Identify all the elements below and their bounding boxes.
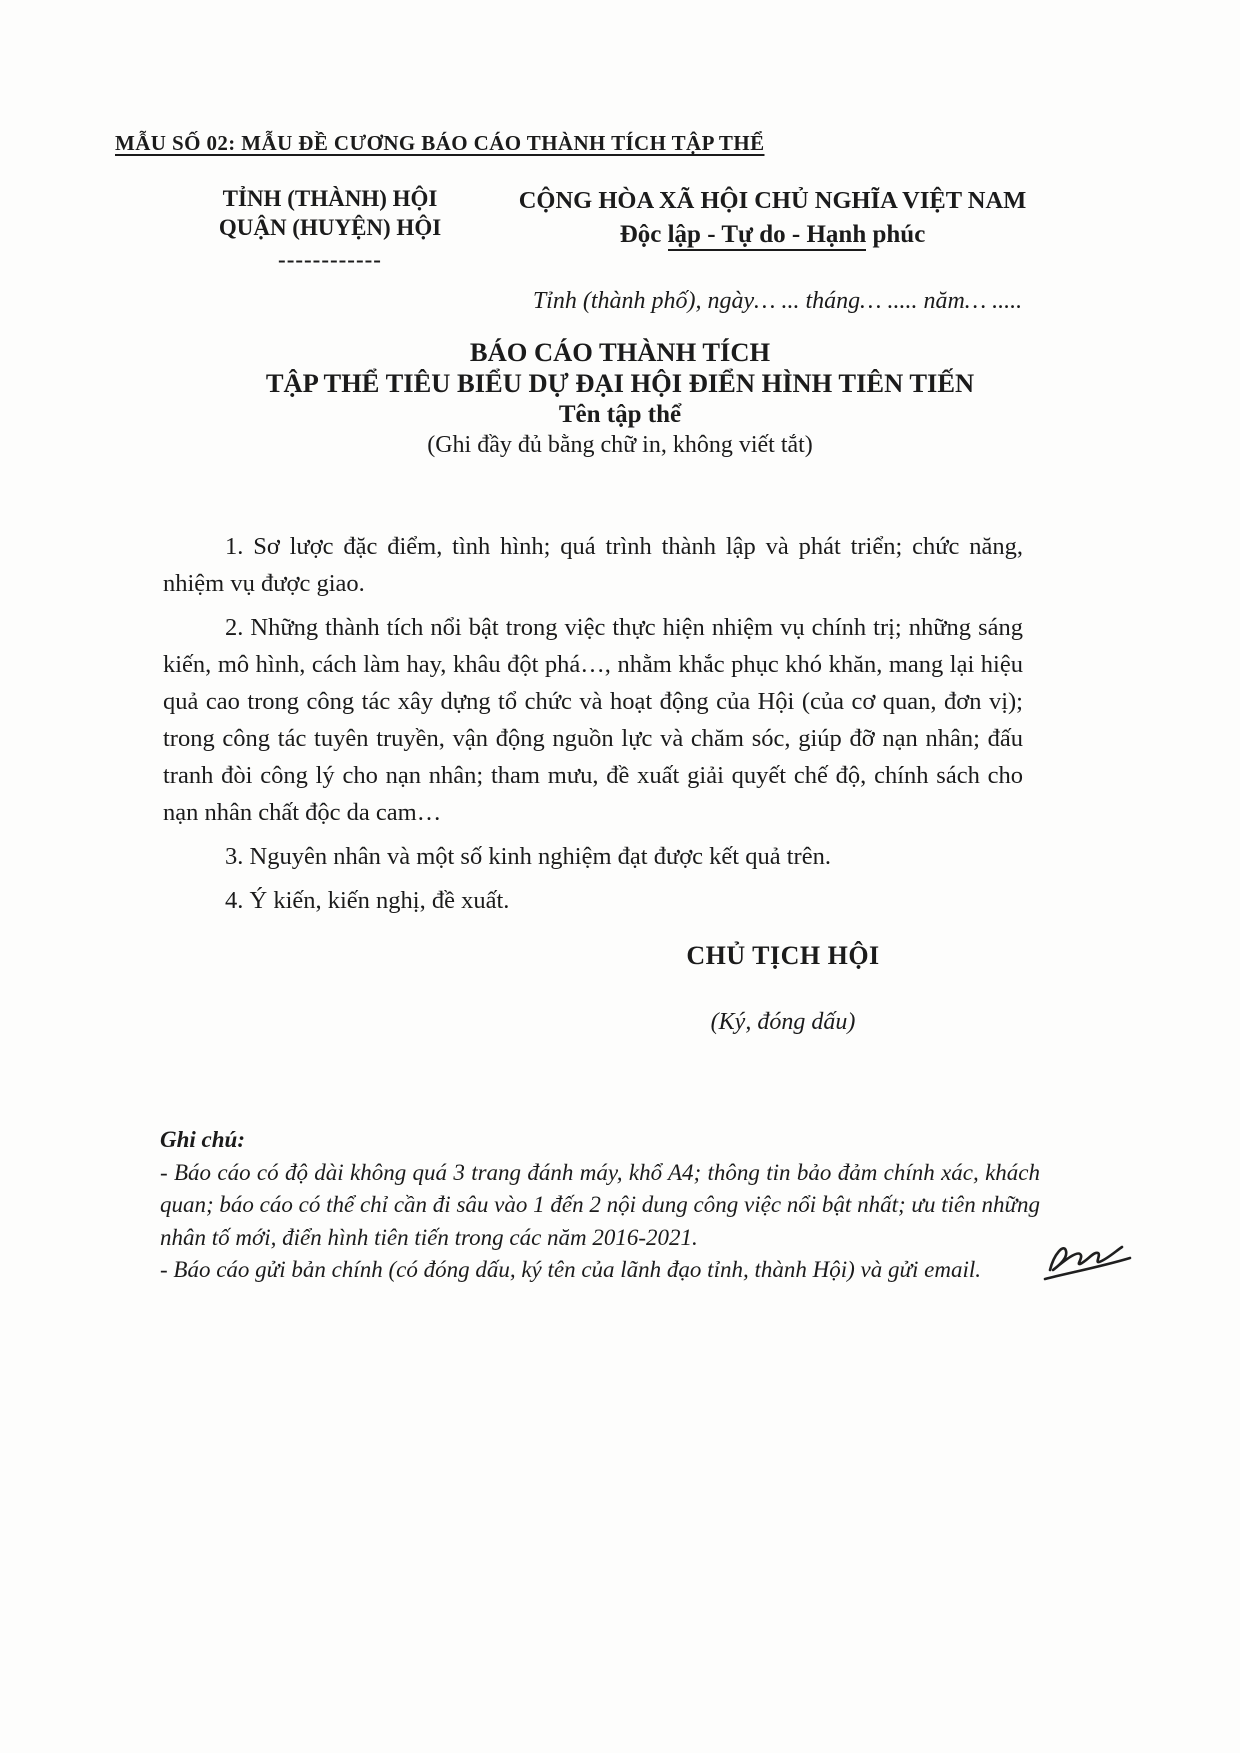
issuing-org-line1: TỈNH (THÀNH) HỘI — [222, 186, 438, 211]
signer-title: CHỦ TỊCH HỘI — [686, 941, 880, 970]
signature-scribble-icon — [1038, 1232, 1143, 1290]
note-item-2: - Báo cáo gửi bản chính (có đóng dấu, ký tên của lãnh đạo tỉnh, thành Hội) và gửi email. — [160, 1257, 982, 1282]
national-header-block — [505, 186, 1040, 251]
issuing-org-line2: QUẬN (HUYỆN) HỘI — [218, 215, 442, 240]
handwritten-signature-mark — [1038, 1232, 1143, 1290]
motto-suffix: phúc — [866, 221, 926, 248]
form-number-heading: MẪU SỐ 02: MẪU ĐỀ CƯƠNG BÁO CÁO THÀNH TÍCH TẬP THỂ — [115, 131, 765, 155]
issuing-org-block — [120, 184, 540, 274]
motto-underlined-part: lập - Tự do - Hạnh — [668, 221, 867, 251]
signature-block — [583, 941, 983, 1036]
outline-item-3: 3. Nguyên nhân và một số kinh nghiệm đạt được kết quả trên. — [225, 843, 831, 870]
outline-item-2: 2. Những thành tích nổi bật trong việc thực hiện nhiệm vụ chính trị; những sáng kiến, mô hình, cách làm hay, khâu đột phá…, nhằm khắc phục khó khăn, mang lại hiệu quả cao trong công tác xây dựng tổ chức và hoạt động của Hội (của cơ quan, đơn vị); trong công tác tuyên truyền, vận động nguồn lực và chăm sóc, giúp đỡ nạn nhân; đấu tranh đòi công lý cho nạn nhân; tham mưu, đề xuất giải quyết chế độ, chính sách cho nạn nhân chất độc da cam… — [163, 614, 1023, 826]
collective-name-placeholder: Tên tập thể — [558, 401, 682, 428]
national-title: CỘNG HÒA XÃ HỘI CHỦ NGHĨA VIỆT NAM — [518, 187, 1027, 214]
notes-heading: Ghi chú: — [160, 1127, 245, 1152]
notes-block — [160, 1124, 1040, 1287]
note-item-1: - Báo cáo có độ dài không quá 3 trang đánh máy, khổ A4; thông tin bảo đảm chính xác, khách quan; báo cáo có thể chỉ cần đi sâu vào 1 đến 2 nội dung công việc nổi bật nhất; ưu tiên những nhân tố mới, điển hình tiên tiến trong các năm 2016-2021. — [160, 1159, 1040, 1250]
signature-instruction: (Ký, đóng dấu) — [710, 1009, 856, 1035]
report-title-block — [115, 337, 1125, 460]
national-motto — [505, 219, 1040, 251]
report-title-line2: TẬP THỂ TIÊU BIỂU DỰ ĐẠI HỘI ĐIỂN HÌNH TIÊN TIẾN — [265, 368, 975, 398]
org-separator-dashes: ------------ — [278, 247, 382, 272]
collective-name-instruction: (Ghi đầy đủ bằng chữ in, không viết tắt) — [427, 432, 813, 458]
motto-prefix: Độc — [619, 221, 668, 248]
place-date-line: Tỉnh (thành phố), ngày… ... tháng… ..... năm… ..... — [532, 288, 1023, 314]
report-title-line1: BÁO CÁO THÀNH TÍCH — [469, 337, 771, 367]
report-outline — [163, 528, 1023, 926]
outline-item-1: 1. Sơ lược đặc điểm, tình hình; quá trình thành lập và phát triển; chức năng, nhiệm vụ được giao. — [163, 533, 1023, 597]
outline-item-4: 4. Ý kiến, kiến nghị, đề xuất. — [225, 887, 510, 914]
